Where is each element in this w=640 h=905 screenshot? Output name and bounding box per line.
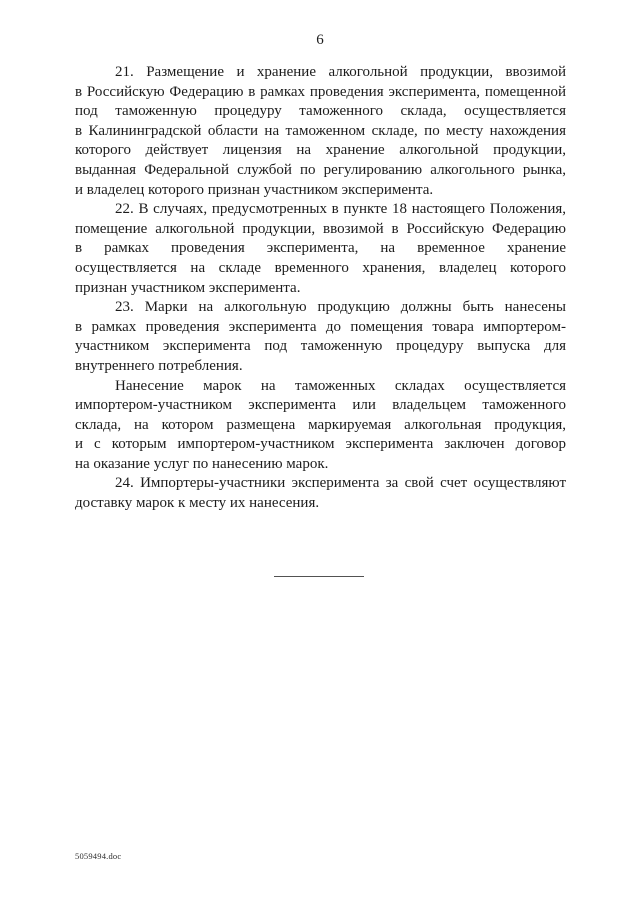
text-line: 24. Импортеры-участники эксперимента за свой счет осуществляют bbox=[115, 475, 566, 492]
text-line: 22. В случаях, предусмотренных в пункте 18 настоящего Положения, bbox=[115, 201, 566, 218]
text-line: импортером-участником эксперимента или владельцем таможенного bbox=[75, 397, 566, 414]
text-line: которого действует лицензия на хранение алкогольной продукции, bbox=[75, 142, 566, 159]
end-separator-rule bbox=[274, 576, 364, 577]
text-line: помещение алкогольной продукции, ввозимой в Российскую Федерацию bbox=[75, 220, 566, 237]
text-line: Нанесение марок на таможенных складах осуществляется bbox=[115, 377, 566, 394]
page-number: 6 bbox=[316, 32, 324, 48]
text-line: в рамках проведения эксперимента, на временное хранение bbox=[75, 240, 566, 257]
text-line: и с которым импортером-участником эксперимента заключен договор bbox=[75, 436, 566, 453]
paragraph-21 bbox=[75, 63, 566, 200]
text-line: участником эксперимента под таможенную процедуру выпуска для bbox=[75, 338, 566, 355]
text-line: признан участником эксперимента. bbox=[75, 279, 301, 296]
text-line: в Калининградской области на таможенном складе, по месту нахождения bbox=[75, 122, 566, 139]
text-line: на оказание услуг по нанесению марок. bbox=[75, 455, 329, 472]
text-line: в рамках проведения эксперимента до помещения товара импортером- bbox=[75, 318, 566, 335]
paragraph-22 bbox=[75, 200, 566, 298]
text-line: в Российскую Федерацию в рамках проведения эксперимента, помещенной bbox=[75, 83, 566, 100]
text-line: под таможенную процедуру таможенного склада, осуществляется bbox=[75, 103, 566, 120]
text-line: и владелец которого признан участником эксперимента. bbox=[75, 181, 434, 198]
text-line: 23. Марки на алкогольную продукцию должны быть нанесены bbox=[115, 299, 566, 316]
text-line: склада, на котором размещена маркируемая алкогольная продукция, bbox=[75, 416, 566, 433]
text-line: выданная Федеральной службой по регулированию алкогольного рынка, bbox=[75, 161, 566, 178]
text-line: внутреннего потребления. bbox=[75, 357, 243, 374]
text-line: доставку марок к месту их нанесения. bbox=[75, 495, 320, 512]
footer-filename: 5059494.doc bbox=[75, 851, 122, 861]
text-line: 21. Размещение и хранение алкогольной продукции, ввозимой bbox=[115, 64, 566, 80]
paragraph-23 bbox=[75, 298, 566, 376]
paragraph-24 bbox=[75, 474, 566, 513]
text-line: осуществляется на складе временного хранения, владелец которого bbox=[75, 259, 566, 276]
document-body bbox=[75, 63, 566, 514]
paragraph-23-continuation bbox=[75, 377, 566, 475]
